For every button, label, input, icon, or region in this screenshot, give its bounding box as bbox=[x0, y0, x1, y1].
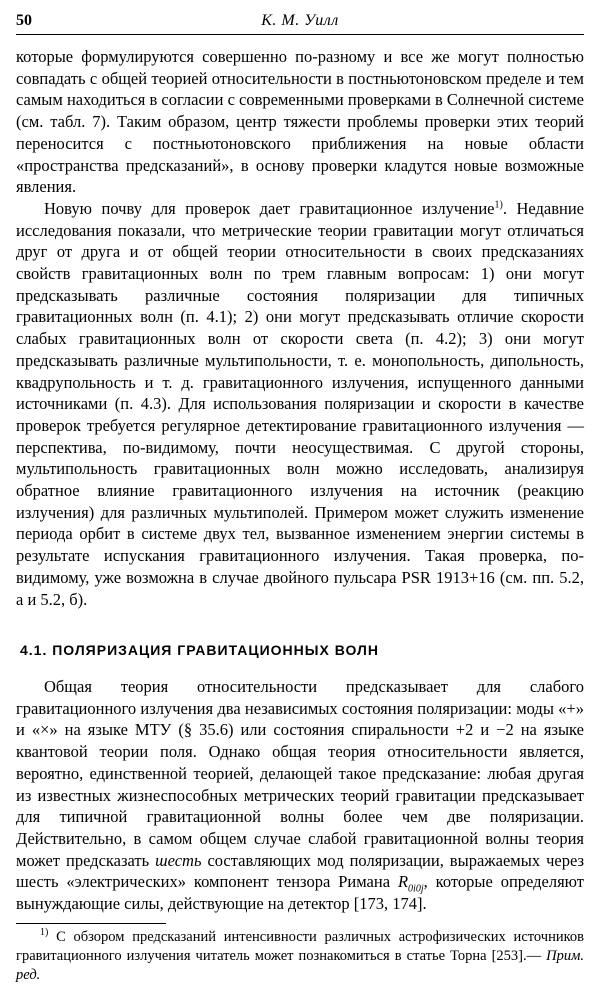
footnote-reference: 1) bbox=[494, 199, 503, 211]
footnote bbox=[16, 928, 584, 985]
footnotes bbox=[12, 928, 588, 985]
paragraph-text-rest: . Недавние исследования показали, что метрические теории гравитации могут отличаться друг от друга и от общей теории относительности в своих предсказаниях свойств гравитационных волн по трем главным вопросам: 1) они могут предсказывать различные состояния поляризации для типичных гравитационных волн (п. 4.1); 2) они могут предсказывать отличие скорости слабых гравитационных волн от скорости света (п. 4.2); 3) они могут предсказывать различные мультипольности, т. е. монопольность, дипольность, квадрупольность и т. д. гравитационного излучения, испущенного данными источниками (п. 4.3). Для использования поляризации и скорости в качестве проверок требуется регулярное детектирование гравитационного излучения — перспектива, по-видимому, почти неосуществимая. С другой стороны, мультипольность гравитационных волн можно исследовать, анализируя обратное влияние гравитационного излучения на источник (реакцию излучения) для различных мультиполей. Примером может служить изменение периода орбит в системе двух тел, вызванное изменением энергии системы в результате испускания гравитационного излучения. Такая проверка, по-видимому, уже возможна в случае двойного пульсара PSR 1913+16 (см. пп. 5.2, а и 5.2, б). bbox=[16, 198, 584, 609]
running-head bbox=[12, 8, 588, 32]
page-number: 50 bbox=[16, 12, 32, 29]
editor-note: Прим. ред. bbox=[16, 947, 584, 983]
paragraph-text-start: Новую почву для проверок дает гравитационное излучение bbox=[44, 198, 495, 218]
footnote-mark: 1) bbox=[40, 926, 49, 938]
emphasized-word: шесть bbox=[155, 850, 202, 870]
riemann-symbol-indices: 0i0j bbox=[408, 883, 424, 895]
body-text bbox=[12, 46, 588, 915]
running-title: К. М. Уилл bbox=[261, 12, 339, 29]
footnote-rule bbox=[16, 923, 166, 924]
paragraph-text-end: , которые определяют вынуждающие силы, действующие на детектор [173, 174]. bbox=[16, 872, 584, 914]
footnote-text: С обзором предсказаний интенсивности различных астрофизических источников гравитационного излучения читатель может познакомиться в статье Торна [253].— bbox=[16, 928, 584, 964]
riemann-symbol-letter: R bbox=[397, 872, 409, 892]
page bbox=[12, 8, 588, 985]
paragraph-text-start: Общая теория относительности предсказывает для слабого гравитационного излучения два независимых состояния поляризации: моды «+» и «×» на языке МТУ (§ 35.6) или состояния спиральности +2 и −2 на языке квантовой теории поля. Однако общая теория относительности является, вероятно, единственной теорией, делающей такое предсказание: любая другая из известных жизнеспособных метрических теорий гравитации предсказывает для типичной гравитационной волны более чем две поляризации. Действительно, в самом общем случае слабой гравитационной волны теория может предсказать bbox=[16, 676, 584, 870]
paragraph-gravitational-radiation bbox=[16, 198, 584, 610]
paragraph-continuation: которые формулируются совершенно по-разному и все же могут полностью совпадать с общей теорией относительности в постньютоновском пределе и тем самым находиться в согласии с современными проверками в Солнечной системе (см. табл. 7). Таким образом, центр тяжести проблемы проверки этих теорий переносится с постньютоновского приближения на новые области «пространства предсказаний», в основу проверки кладутся новые возможные явления. bbox=[16, 47, 584, 197]
section-heading: 4.1. ПОЛЯРИЗАЦИЯ ГРАВИТАЦИОННЫХ ВОЛН bbox=[20, 642, 379, 659]
paragraph-polarization bbox=[16, 676, 584, 915]
riemann-tensor-symbol bbox=[397, 872, 424, 895]
paragraph-text-middle: составляющих мод поляризации, выражаемых через шесть «электрических» компонент тензора Римана bbox=[16, 850, 584, 892]
header-rule bbox=[16, 34, 584, 35]
